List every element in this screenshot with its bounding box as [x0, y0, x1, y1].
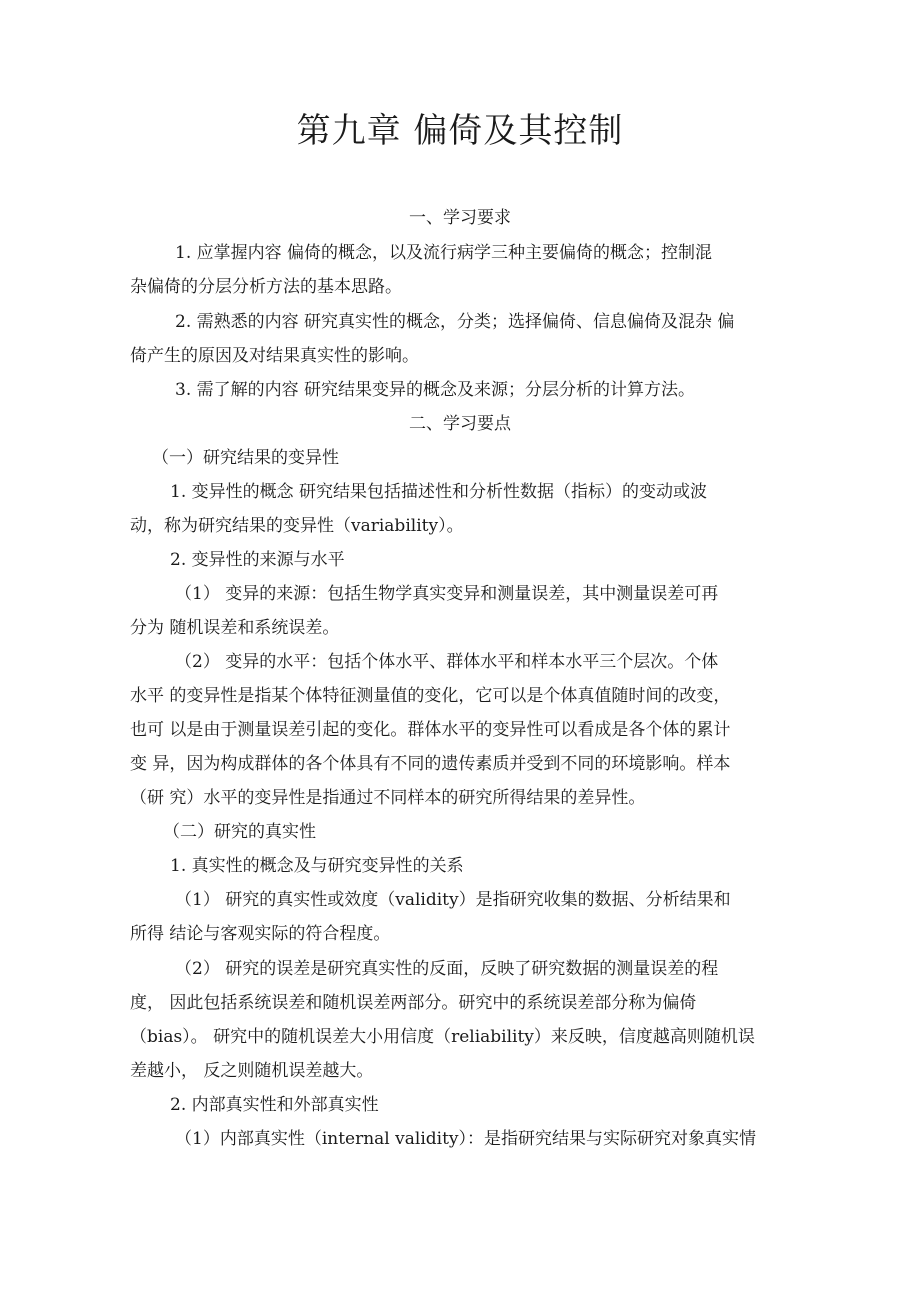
paragraph-line: 1. 应掌握内容 偏倚的概念，以及流行病学三种主要偏倚的概念；控制混 — [175, 243, 713, 263]
paragraph-line: （1）内部真实性（internal validity）：是指研究结果与实际研究对象真实情 — [175, 1129, 757, 1149]
paragraph-line: 分为 随机误差和系统误差。 — [130, 618, 340, 638]
section-heading-learning-requirements: 一、学习要求 — [409, 208, 511, 228]
paragraph-line: 2. 需熟悉的内容 研究真实性的概念，分类；选择偏倚、信息偏倚及混杂 偏 — [175, 312, 735, 332]
paragraph-line: （1） 研究的真实性或效度（validity）是指研究收集的数据、分析结果和 — [175, 890, 731, 910]
paragraph-line: 差越小， 反之则随机误差越大。 — [130, 1061, 374, 1081]
paragraph-line: 动，称为研究结果的变异性（variability）。 — [130, 516, 464, 536]
paragraph-line: 所得 结论与客观实际的符合程度。 — [130, 924, 391, 944]
paragraph-line: 倚产生的原因及对结果真实性的影响。 — [130, 346, 419, 366]
paragraph-line: （2） 研究的误差是研究真实性的反面，反映了研究数据的测量误差的程 — [175, 959, 719, 979]
paragraph-line: 水平 的变异性是指某个体特征测量值的变化，它可以是个体真值随时间的改变， — [130, 686, 731, 706]
paragraph-line: 度， 因此包括系统误差和随机误差两部分。研究中的系统误差部分称为偏倚 — [130, 993, 697, 1013]
subsection-heading: （一）研究结果的变异性 — [152, 448, 339, 468]
paragraph-line: （研 究）水平的变异性是指通过不同样本的研究所得结果的差异性。 — [130, 788, 646, 808]
paragraph-line: 变 异，因为构成群体的各个体具有不同的遗传素质并受到不同的环境影响。样本 — [130, 754, 731, 774]
paragraph-line: 1. 真实性的概念及与研究变异性的关系 — [170, 856, 464, 876]
paragraph-line: （2） 变异的水平：包括个体水平、群体水平和样本水平三个层次。个体 — [175, 652, 719, 672]
paragraph-line: 2. 变异性的来源与水平 — [170, 550, 345, 570]
subsection-heading: （二）研究的真实性 — [163, 822, 316, 842]
paragraph-line: 也可 以是由于测量误差引起的变化。群体水平的变异性可以看成是各个体的累计 — [130, 720, 731, 740]
chapter-title: 第九章 偏倚及其控制 — [296, 111, 624, 151]
paragraph-line: 2. 内部真实性和外部真实性 — [170, 1095, 379, 1115]
paragraph-line: （1） 变异的来源：包括生物学真实变异和测量误差，其中测量误差可再 — [175, 584, 719, 604]
paragraph-line: （bias）。 研究中的随机误差大小用信度（reliability）来反映，信度越高则随机误 — [130, 1027, 755, 1047]
section-heading-learning-points: 二、学习要点 — [409, 414, 511, 434]
paragraph-line: 1. 变异性的概念 研究结果包括描述性和分析性数据（指标）的变动或波 — [170, 482, 708, 502]
paragraph-line: 3. 需了解的内容 研究结果变异的概念及来源；分层分析的计算方法。 — [175, 380, 696, 400]
paragraph-line: 杂偏倚的分层分析方法的基本思路。 — [130, 277, 402, 297]
